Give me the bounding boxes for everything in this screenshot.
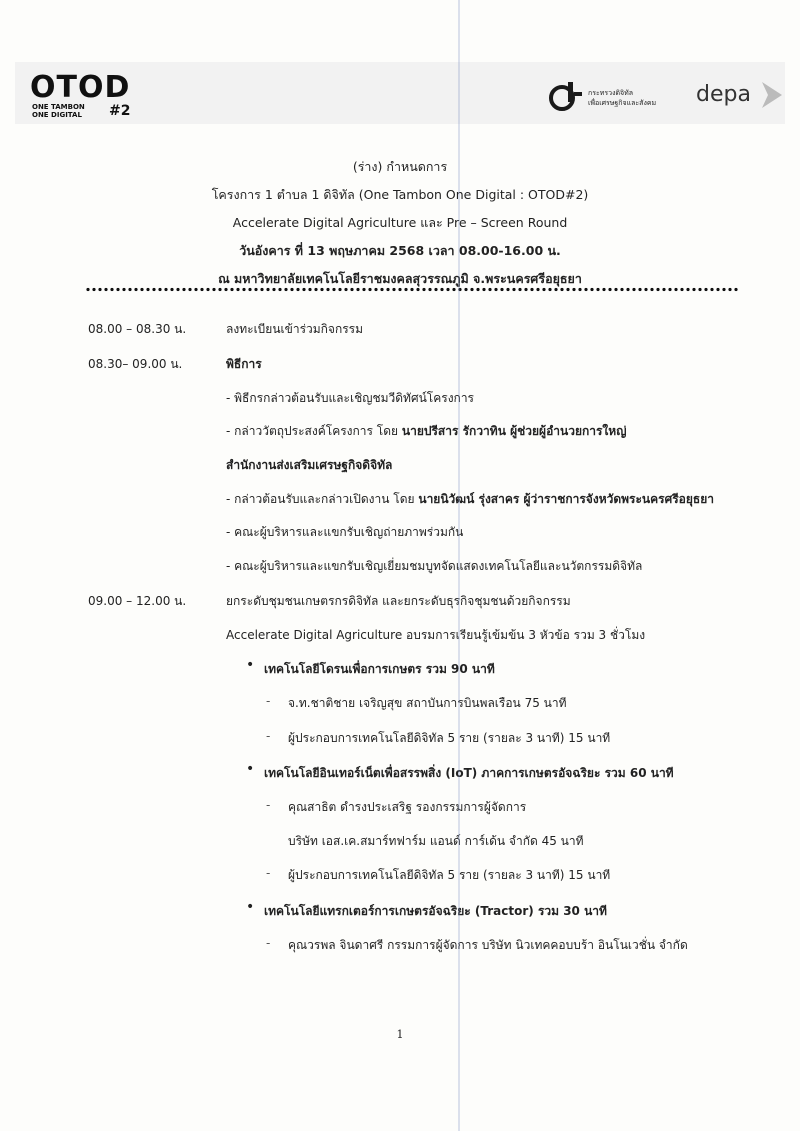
topic-3-title: เทคโนโลยีแทรกเตอร์การเกษตรอัจฉริยะ (Tractor) รวม 30 นาที (264, 904, 607, 918)
session-2-item-2-text: - กล่าววัตถุประสงค์โครงการ โดย (226, 424, 402, 438)
topic-1-bullet: • (246, 657, 255, 673)
otod-logo-number: #2 (109, 103, 131, 119)
session-3-intro-2: Accelerate Digital Agriculture อบรมการเรียนรู้เข้มข้น 3 หัวข้อ รวม 3 ชั่วโมง (226, 628, 646, 642)
topic-3-dash-1: - (266, 936, 271, 950)
topic-3-detail-1: คุณวรพล จินดาศรี กรรมการผู้จัดการ บริษัท นิวเทคคอบบร้า อินโนเวชั่น จำกัด (288, 938, 688, 952)
topic-3-bullet: • (246, 899, 255, 915)
topic-2-detail-1a: คุณสาธิต ดำรงประเสริฐ รองกรรมการผู้จัดการ (288, 800, 527, 814)
session-3-time: 09.00 – 12.00 น. (88, 594, 187, 608)
session-3-intro-1: ยกระดับชุมชนเกษตรกรดิจิทัล และยกระดับธุรกิจชุมชนด้วยกิจกรรม (226, 594, 571, 608)
depa-logo: depa (696, 82, 751, 107)
otod-logo-line2: ONE DIGITAL (32, 111, 82, 119)
session-2-heading: พิธีการ (226, 357, 262, 371)
session-2-item-3-text: - กล่าวต้อนรับและกล่าวเปิดงาน โดย (226, 492, 419, 506)
topic-1-detail-2: ผู้ประกอบการเทคโนโลยีดิจิทัล 5 ราย (รายละ 3 นาที) 15 นาที (288, 731, 611, 745)
session-2-item-3 (226, 490, 714, 509)
topic-2-title: เทคโนโลยีอินเทอร์เน็ตเพื่อสรรพสิ่ง (IoT) ภาคการเกษตรอัจฉริยะ รวม 60 นาที (264, 766, 674, 780)
session-1-time: 08.00 – 08.30 น. (88, 322, 187, 336)
otod-logo-text: OTOD (30, 70, 131, 105)
title-line-3: Accelerate Digital Agriculture และ Pre – Screen Round (232, 215, 568, 230)
topic-1-title: เทคโนโลยีโดรนเพื่อการเกษตร รวม 90 นาที (264, 662, 495, 676)
otod-logo (30, 70, 150, 120)
session-2-time: 08.30– 09.00 น. (88, 357, 183, 371)
session-2-item-3-speaker: นายนิวัฒน์ รุ่งสาคร ผู้ว่าราชการจังหวัดพระนครศรีอยุธยา (418, 492, 714, 506)
otod-logo-line1: ONE TAMBON (32, 103, 85, 111)
depa-arrow-icon (762, 82, 782, 108)
session-2-item-4: - คณะผู้บริหารและแขกรับเชิญถ่ายภาพร่วมกัน (226, 525, 464, 539)
title-line-2: โครงการ 1 ตำบล 1 ดิจิทัล (One Tambon One Digital : OTOD#2) (211, 187, 589, 202)
topic-1-dash-1: - (266, 694, 271, 708)
page-number: 1 (396, 1028, 404, 1041)
topic-1-detail-1: จ.ท.ชาติชาย เจริญสุข สถาบันการบินพลเรือน 75 นาที (288, 696, 567, 710)
ministry-mark-icon (548, 80, 584, 114)
session-2-item-2-org: สำนักงานส่งเสริมเศรษฐกิจดิจิทัล (226, 458, 393, 472)
title-date: วันอังคาร ที่ 13 พฤษภาคม 2568 เวลา 08.00-16.00 น. (239, 243, 561, 258)
dotted-divider (85, 287, 738, 292)
session-2-item-2-speaker: นายปรีสาร รักวาทิน ผู้ช่วยผู้อำนวยการใหญ่ (401, 424, 627, 438)
session-1-text: ลงทะเบียนเข้าร่วมกิจกรรม (226, 322, 364, 336)
topic-2-dash-1: - (266, 798, 271, 812)
title-venue: ณ มหาวิทยาลัยเทคโนโลยีราชมงคลสุวรรณภูมิ จ.พระนครศรีอยุธยา (218, 271, 582, 286)
session-2-item-5: - คณะผู้บริหารและแขกรับเชิญเยี่ยมชมบูทจัดแสดงเทคโนโลยีและนวัตกรรมดิจิทัล (226, 559, 643, 573)
ministry-logo-line1: กระทรวงดิจิทัล (588, 89, 634, 97)
topic-2-bullet: • (246, 761, 255, 777)
topic-2-detail-2: ผู้ประกอบการเทคโนโลยีดิจิทัล 5 ราย (รายละ 3 นาที) 15 นาที (288, 868, 611, 882)
topic-2-detail-1b: บริษัท เอส.เค.สมาร์ทฟาร์ม แอนด์ การ์เด้น จำกัด 45 นาที (288, 834, 584, 848)
title-line-1: (ร่าง) กำหนดการ (352, 159, 448, 174)
session-2-item-1: - พิธีกรกล่าวต้อนรับและเชิญชมวีดิทัศน์โครงการ (226, 391, 474, 405)
scan-fold-line (458, 0, 460, 1131)
ministry-logo-line2: เพื่อเศรษฐกิจและสังคม (588, 99, 657, 107)
topic-1-dash-2: - (266, 729, 271, 743)
session-2-item-2 (226, 422, 626, 441)
topic-2-dash-2: - (266, 866, 271, 880)
